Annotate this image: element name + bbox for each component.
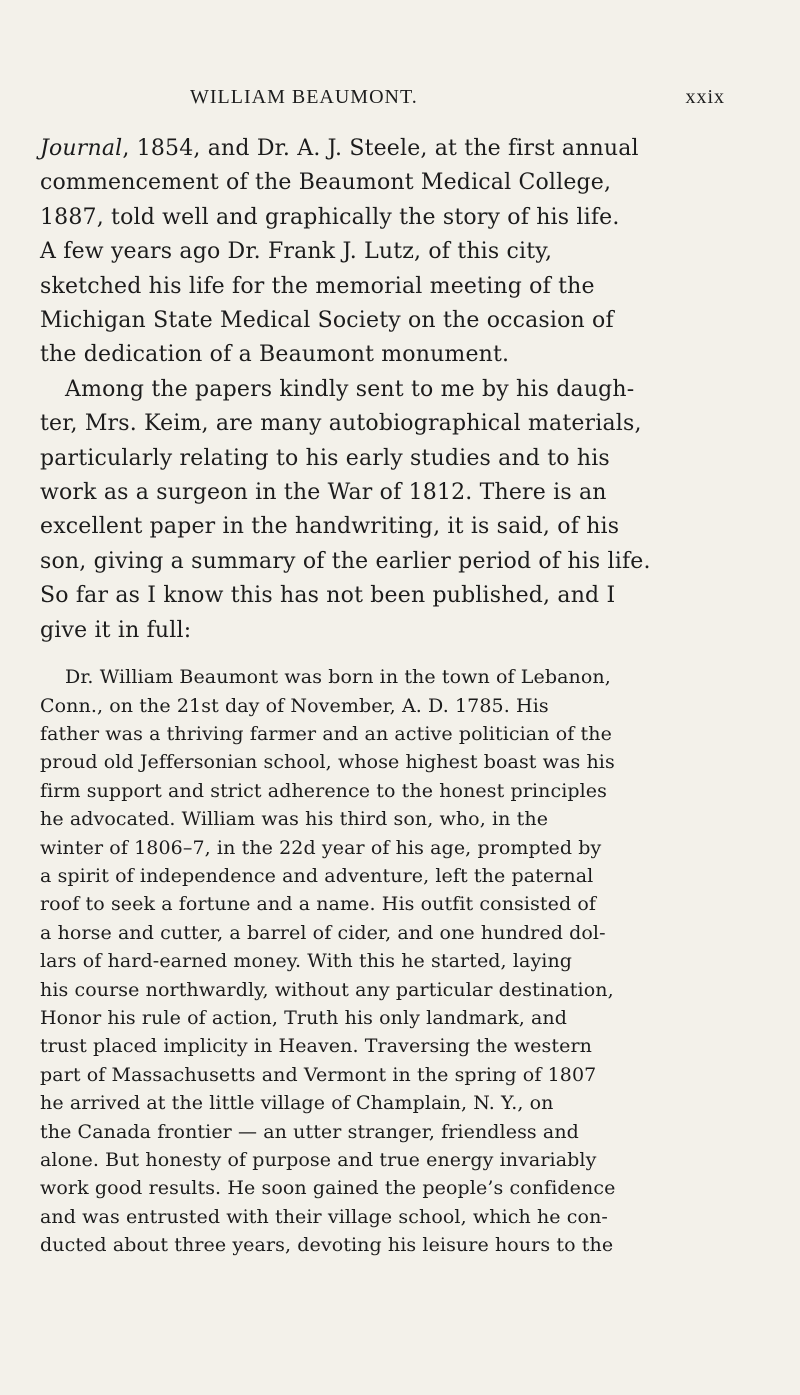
text-line: winter of 1806–7, in the 22d year of his age, prompted by: [40, 836, 602, 859]
text-line: commencement of the Beaumont Medical College,: [40, 170, 612, 196]
text-line: roof to seek a fortune and a name. His outfit consisted of: [40, 893, 597, 916]
text-line: A few years ago Dr. Frank J. Lutz, of this city,: [40, 239, 553, 265]
text-line: lars of hard-earned money. With this he started, laying: [40, 950, 573, 973]
text-line: ducted about three years, devoting his leisure hours to the: [40, 1234, 614, 1257]
text-line: Michigan State Medical Society on the occasion of: [40, 308, 614, 334]
text-line: Conn., on the 21st day of November, A. D. 1785. His: [40, 694, 549, 717]
text-line: 1887, told well and graphically the story of his life.: [40, 204, 620, 230]
page-number: xxix: [685, 86, 725, 108]
text-line: work as a surgeon in the War of 1812. There is an: [40, 480, 607, 506]
text-line: alone. But honesty of purpose and true energy invariably: [40, 1149, 597, 1171]
text-line: and was entrusted with their village school, which he con-: [40, 1205, 608, 1228]
body-text: [40, 132, 725, 1260]
running-head: [40, 86, 725, 116]
text-line: he advocated. William was his third son, who, in the: [40, 808, 549, 831]
text-line: he arrived at the little village of Champlain, N. Y., on: [40, 1092, 554, 1115]
text-line: a horse and cutter, a barrel of cider, and one hundred dol-: [40, 921, 606, 944]
paragraph-2: [40, 373, 725, 648]
text-line: firm support and strict adherence to the honest principles: [40, 779, 608, 802]
text-line: the Canada frontier — an utter stranger, friendless and: [40, 1120, 579, 1143]
text-line: work good results. He soon gained the people’s confidence: [40, 1177, 616, 1200]
text-line: [40, 132, 725, 166]
text-line: part of Massachusetts and Vermont in the spring of 1807: [40, 1063, 597, 1086]
text-line-fragment: , 1854, and Dr. A. J. Steele, at the first annual: [122, 136, 639, 161]
text-line: ter, Mrs. Keim, are many autobiographical materials,: [40, 411, 642, 437]
paragraph-1: [40, 132, 725, 373]
text-line: the dedication of a Beaumont monument.: [40, 342, 510, 368]
text-line: So far as I know this has not been published, and I: [40, 583, 616, 609]
text-line: trust placed implicity in Heaven. Traversing the western: [40, 1035, 592, 1058]
text-line: a spirit of independence and adventure, left the paternal: [40, 864, 594, 887]
text-line: sketched his life for the memorial meeting of the: [40, 273, 595, 299]
running-title: WILLIAM BEAUMONT.: [190, 86, 418, 108]
text-line: proud old Jeffersonian school, whose highest boast was his: [40, 751, 615, 774]
text-line: son, giving a summary of the earlier period of his life.: [40, 548, 651, 574]
text-line: his course northwardly, without any particular destination,: [40, 978, 614, 1001]
text-line: Honor his rule of action, Truth his only landmark, and: [40, 1006, 568, 1029]
quoted-biography: [40, 663, 725, 1260]
journal-title: Journal: [40, 136, 123, 161]
text-line: father was a thriving farmer and an active politician of the: [40, 722, 612, 745]
text-line: Dr. William Beaumont was born in the town of Lebanon,: [65, 666, 611, 689]
text-line: particularly relating to his early studies and to his: [40, 445, 610, 471]
text-line: excellent paper in the handwriting, it is said, of his: [40, 514, 620, 540]
text-line: Among the papers kindly sent to me by his daugh-: [65, 376, 635, 402]
text-line: give it in full:: [40, 617, 192, 643]
